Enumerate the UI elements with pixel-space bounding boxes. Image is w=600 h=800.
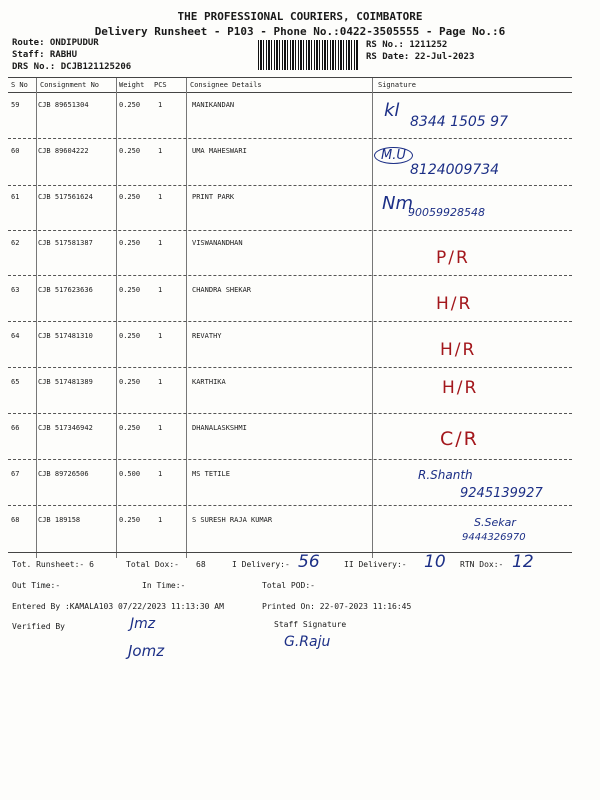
row-consignee: S SURESH RAJA KUMAR <box>192 516 273 524</box>
row-pcs: 1 <box>158 424 163 432</box>
verified-signature: Jomz <box>128 642 165 660</box>
drs-number: DRS No.: DCJB121125206 <box>12 62 132 72</box>
row-consignment: CJB 189158 <box>38 516 81 524</box>
row-weight: 0.250 <box>119 193 141 201</box>
row-pcs: 1 <box>158 286 163 294</box>
verified-by-label: Verified By <box>12 622 65 631</box>
row-consignee: UMA MAHESWARI <box>192 147 247 155</box>
company-title: THE PROFESSIONAL COURIERS, COIMBATORE <box>177 10 423 23</box>
col-header-consignment: Consignment No <box>40 81 100 89</box>
signature-handwriting: H/R <box>442 378 479 398</box>
row-pcs: 1 <box>158 101 163 109</box>
row-divider <box>8 230 572 231</box>
row-pcs: 1 <box>158 470 163 478</box>
col-header-signature: Signature <box>378 81 416 89</box>
table-top-rule <box>8 77 572 78</box>
row-consignment: CJB 517481310 <box>38 332 93 340</box>
ii-delivery-label: II Delivery:- <box>344 560 407 569</box>
total-dox-value: 68 <box>196 560 206 569</box>
col-header-weight: Weight <box>119 81 145 89</box>
signature-handwriting: H/R <box>436 294 473 314</box>
row-sno: 63 <box>11 286 20 294</box>
signature-phone: 90059928548 <box>408 206 485 219</box>
row-pcs: 1 <box>158 239 163 247</box>
column-divider <box>116 78 117 558</box>
column-divider <box>372 78 373 558</box>
row-consignee: MANIKANDAN <box>192 101 235 109</box>
total-runsheet: Tot. Runsheet:- 6 <box>12 560 94 569</box>
row-pcs: 1 <box>158 147 163 155</box>
row-weight: 0.250 <box>119 239 141 247</box>
row-consignment: CJB 517481389 <box>38 378 93 386</box>
row-consignment: CJB 517346942 <box>38 424 93 432</box>
row-consignee: KARTHIKA <box>192 378 226 386</box>
total-dox-label: Total Dox:- <box>126 560 179 569</box>
signature-phone: 9245139927 <box>460 486 543 501</box>
table-header-rule <box>8 92 572 93</box>
signature-phone: 9444326970 <box>462 532 526 543</box>
row-sno: 61 <box>11 193 20 201</box>
signature-handwriting: H/R <box>440 340 477 360</box>
signature-handwriting: C/R <box>440 428 479 450</box>
row-consignment: CJB 89726506 <box>38 470 89 478</box>
i-delivery-label: I Delivery:- <box>232 560 290 569</box>
printed-on: Printed On: 22-07-2023 11:16:45 <box>262 602 412 611</box>
signature-handwriting: S.Sekar <box>474 516 516 529</box>
staff-signature-label: Staff Signature <box>274 620 347 629</box>
row-sno: 67 <box>11 470 20 478</box>
row-weight: 0.250 <box>119 101 141 109</box>
row-consignment: CJB 89604222 <box>38 147 89 155</box>
signature-phone: 8124009734 <box>410 162 500 178</box>
row-sno: 60 <box>11 147 20 155</box>
rs-number: RS No.: 1211252 <box>366 40 448 50</box>
row-consignment: CJB 517623636 <box>38 286 93 294</box>
row-weight: 0.250 <box>119 332 141 340</box>
row-weight: 0.250 <box>119 424 141 432</box>
row-consignment: CJB 517561624 <box>38 193 93 201</box>
row-divider <box>8 321 572 322</box>
staff-signature-hand: G.Raju <box>284 634 331 650</box>
route-label: Route: ONDIPUDUR <box>12 38 99 48</box>
signature-handwriting: P/R <box>436 248 470 268</box>
row-weight: 0.250 <box>119 378 141 386</box>
row-divider <box>8 275 572 276</box>
row-pcs: 1 <box>158 378 163 386</box>
i-delivery-value: 56 <box>298 552 320 572</box>
out-time: Out Time:- <box>12 581 61 590</box>
row-sno: 66 <box>11 424 20 432</box>
row-divider <box>8 459 572 460</box>
col-header-consignee: Consignee Details <box>190 81 262 89</box>
row-sno: 62 <box>11 239 20 247</box>
signature-handwriting: kl <box>384 100 400 121</box>
row-divider <box>8 367 572 368</box>
row-weight: 0.250 <box>119 147 141 155</box>
in-time: In Time:- <box>142 581 186 590</box>
col-header-pcs: PCS <box>154 81 167 89</box>
rtn-dox-label: RTN Dox:- <box>460 560 504 569</box>
ii-delivery-value: 10 <box>424 552 446 572</box>
row-divider <box>8 413 572 414</box>
rtn-dox-value: 12 <box>512 552 534 572</box>
row-weight: 0.500 <box>119 470 141 478</box>
row-pcs: 1 <box>158 332 163 340</box>
total-pod: Total POD:- <box>262 581 315 590</box>
column-divider <box>36 78 37 558</box>
row-consignee: PRINT PARK <box>192 193 235 201</box>
signature-phone: 8344 1505 97 <box>410 114 508 130</box>
row-weight: 0.250 <box>119 516 141 524</box>
verified-signature: Jmz <box>130 616 156 632</box>
table-bottom-rule <box>8 552 572 553</box>
staff-label: Staff: RABHU <box>12 50 78 60</box>
runsheet-title: Delivery Runsheet - P103 - Phone No.:0422-3505555 - Page No.:6 <box>94 25 506 38</box>
row-sno: 65 <box>11 378 20 386</box>
row-divider <box>8 185 572 186</box>
col-header-sno: S No <box>11 81 28 89</box>
row-sno: 68 <box>11 516 20 524</box>
row-pcs: 1 <box>158 516 163 524</box>
signature-handwriting: Nm <box>382 193 413 214</box>
signature-handwriting: R.Shanth <box>418 468 473 482</box>
row-consignment: CJB 89651304 <box>38 101 89 109</box>
row-consignee: DHANALASKSHMI <box>192 424 247 432</box>
row-weight: 0.250 <box>119 286 141 294</box>
row-sno: 59 <box>11 101 20 109</box>
entered-by: Entered By :KAMALA103 07/22/2023 11:13:30 AM <box>12 602 224 611</box>
row-consignee: VISWANANDHAN <box>192 239 243 247</box>
rs-date: RS Date: 22-Jul-2023 <box>366 52 475 62</box>
row-consignee: CHANDRA SHEKAR <box>192 286 252 294</box>
signature-handwriting: M.U <box>374 147 413 164</box>
row-divider <box>8 138 572 139</box>
row-consignee: REVATHY <box>192 332 222 340</box>
barcode-image <box>258 40 358 70</box>
row-pcs: 1 <box>158 193 163 201</box>
row-consignment: CJB 517581387 <box>38 239 93 247</box>
row-consignee: MS TETILE <box>192 470 230 478</box>
row-divider <box>8 505 572 506</box>
row-sno: 64 <box>11 332 20 340</box>
column-divider <box>186 78 187 558</box>
